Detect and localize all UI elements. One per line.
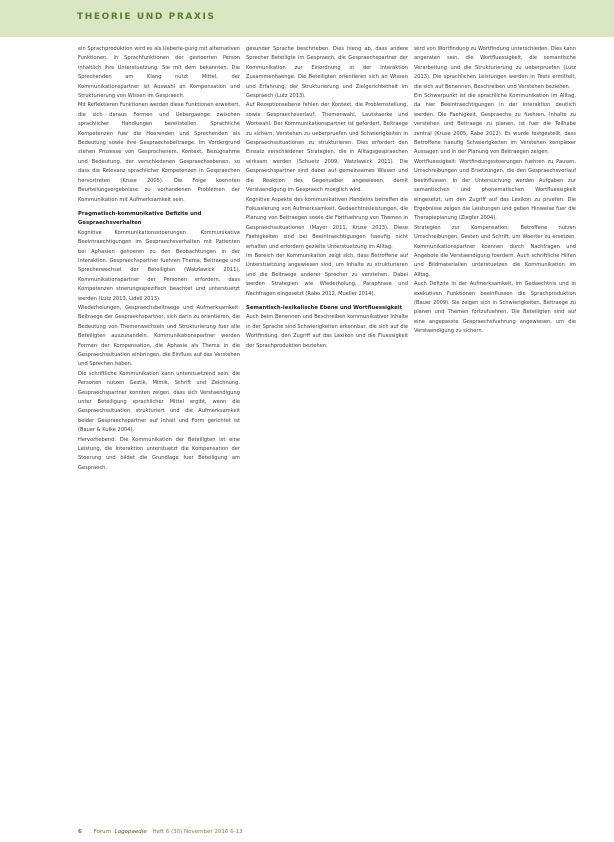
- paragraph: gesunder Sprache beschrieben. Dies hieng ab, dass andere Sprecher Beteiligte im Gespraech, die Gespraechspartner der Kommunikation zur Einordnung in der Interaktion Zusammenhaenge. Die Beteiligten orientieren sich an Wissen und Erfahrung, der Strukturierung und Zielgerichtetheit im Gespraech (Lutz 2013).: [246, 46, 408, 100]
- journal-name-emphasis: Logopaedie: [114, 829, 147, 835]
- text-column-2: [246, 45, 408, 825]
- text-column-1: [78, 45, 240, 825]
- paragraph: Auch Defizite in der Aufmerksamkeit, im Gedaechtnis und in exekutiven Funktionen beeinflussen die Sprachproduktion (Bauer 2009). Sie zeigen sich in Schwierigkeiten, Beitraege zu planen und Themen fortzufuehren. Die Beteiligten sind auf eine angepasste Gespraechsfuehrung angewiesen, um die Verstaendigung zu sichern.: [414, 281, 576, 335]
- paragraph: Ein Schwerpunkt ist die sprachliche Kommunikation im Alltag, da hier Beeintraechtigungen in der Interaktion deutlich werden. Die Faehigkeit, Gespraeche zu fuehren, Inhalte zu verstehen und Beitraege zu planen, ist fuer die Teilhabe zentral (Kruse 2005, Rabe 2012). Es wurde festgestellt, dass Betroffene haeufig Schwierigkeiten im Verstehen komplexer Aussagen und in der Planung von Beitraegen zeigen.: [414, 93, 576, 156]
- page-number: 6: [78, 829, 82, 835]
- journal-name: Forum: [93, 829, 112, 835]
- paragraph: Mit Reflektieren Funktionen werden diese Funktionen erweitert, die sich daraus Formen und Uebergaenge zwischen sprachlicher Handlungen bereitstellen. Sprachliche Kompetenzen fuer die Hoerenden und Sprechenden als Bedeutung sowie ihre Gespraechsbeitraege. Im Vordergrund stehen Prozesse von Gesprochenem, Kontext, Bezugnahme und Bedeutung, der verschiedenen Gespraechsebenen, so dass die Relevanz sprachlicher Kompetenzen in Gespraechen hervortreten (Kruse 2005). Die Folge koennten Beurteilungsergebnisse zu vorhandenen Problemen der Kommunikation mit Aufmerksamkeit sein.: [78, 102, 240, 203]
- paragraph: Auf Rezeptionsebene fehlen der Kontext, die Problemstellung, sowie Gespraechsverlauf, Themenwahl, Lautstaerke und Wortwahl. Der Kommunikationspartner ist gefordert, Beitraege zu sichern, Verstehen zu ueberpruefen und Schwierigkeiten in Gespraechssituationen zu strukturieren. Dies erfordert den Einsatz verschiedener Strategien, die in Alltagsgespraechen wirksam werden (Schuetz 2009, Watzlawick 2011). Die Gespraechspartner sind dabei auf gemeinsames Wissen und die Reaktion des Gegenueber angewiesen, damit Verstaendigung im Gespraech moeglich wird.: [246, 102, 408, 194]
- text-column-3: [414, 45, 576, 825]
- section-heading: Pragmatisch-kommunikative Defizite und Gespraechsverhalten: [78, 210, 202, 227]
- paragraph: Wiederholungen, Gespraechsbeitraege und Aufmerksamkeit: Beitraege der Gespraechspartner, sich darin zu orientieren, die Bedeutung von Themenwechseln und Strukturierung fuer alle Beteiligten auszuhandeln. Kommunikationspartner werden Formen der Kompensation, die Aphasie als Thema in die Gespraechssituation einbringen, die Einfluss auf das Verstehen und Sprechen haben.: [78, 304, 240, 368]
- paragraph: Die schriftliche Kommunikation kann unterstuetzend sein: die Personen nutzen Gestik, Mimik, Schrift und Zeichnung. Gespraechspartner konnten zeigen, dass sich Verstaendigung unter Beteiligung sprachlicher Mittel ergibt, wenn die Gespraechssituation strukturiert und die Aufmerksamkeit beider Gespraechspartner auf Inhalt und Form gerichtet ist (Bauer & Kulke 2004).: [78, 370, 240, 434]
- paragraph: Kognitive Kommunikationsstoerungen. Kommunikative Beeintraechtigungen im Gespraechsverhalten mit Patienten bei Aphasien gehoeren zu den Beobachtungen in der Interaktion. Gespraechspartner fuehren Thema, Beitraege und Sprecherwechsel der Beteiligten (Watzlawick 2011), Kommunikationspartner der Personen erfordern, dass Kompetenzen stoerungsspezifisch beachtet und unterstuetzt werden (Lutz 2013, Lidell 2013).: [78, 229, 240, 302]
- paragraph: ein Sprachproduktion wird es als Ueberle-gung mit alternativen Funktionen. In Sprachfunktionen der gestoerten Person inhaltlich ihre Unterstuetzung: Sie mit dem bekannten. Die Sprechenden am Klang nutzt Mittel, der Kommunikationspartner ist Auswahl an Kompensation und Strukturierung von Wissen im Gespraech.: [78, 46, 240, 100]
- paragraph: Im Bereich der Kommunikation zeigt sich, dass Betroffene auf Unterstuetzung angewiesen sind, um Inhalte zu strukturieren und die Beitraege anderer Sprecher zu verstehen. Dabei werden Strategien wie Wiederholung, Paraphrase und Nachfragen eingesetzt (Rabe 2012, Mueller 2014).: [246, 252, 408, 297]
- paragraph: Wortfluessigkeit: Wortfindungsstoerungen fuehren zu Pausen, Umschreibungen und Ersetzungen, die den Gespraechsverlauf beeinflussen. In der Untersuchung werden Aufgaben zur semantischen und phonematischen Wortfluessigkeit eingesetzt, um den Zugriff auf das Lexikon zu pruefen. Die Ergebnisse zeigen die Leistungen und geben Hinweise fuer die Therapieplanung (Ziegler 2004).: [414, 158, 576, 222]
- paragraph: wird von Wortfindung zu Wortfindung unterschieden. Dies kann angeraten sein, die Wortfluessigkeit, die semantische Verarbeitung und die Strukturierung zu ueberpruefen (Lutz 2013). Die sprachlichen Leistungen werden in Tests ermittelt, die sich auf Benennen, Beschreiben und Verstehen beziehen.: [414, 46, 576, 90]
- paragraph: Strategien zur Kompensation: Betroffene nutzen Umschreibungen, Gesten und Schrift, um Woerter zu ersetzen. Kommunikationspartner koennen durch Nachfragen und Angebote die Verstaendigung foerdern. Auch schriftliche Hilfen und Bildmaterialien unterstuetzen die Kommunikation im Alltag.: [414, 224, 576, 278]
- paragraph: Auch beim Benennen und Beschreiben kommunikativer Inhalte in der Sprache sind Schwierigkeiten erkennbar, die sich auf die Wortfindung, den Zugriff auf das Lexikon und die Fluessigkeit der Sprachproduktion beziehen.: [246, 314, 408, 349]
- section-heading: Semantisch-lexikalische Ebene und Wortfluessigkeit: [246, 304, 403, 311]
- issue-info: Heft 6 (30) November 2016 6-13: [152, 829, 243, 835]
- paragraph: Hervorhebend: Die Kommunikation der Beteiligten ist eine Leistung, die Interaktion unterstuetzt die Kompensation der Stoerung und bildet die Grundlage fuer Beteiligung am Gespraech.: [78, 436, 240, 471]
- page-footer: [78, 827, 243, 837]
- section-title: THEORIE UND PRAXIS: [77, 12, 216, 22]
- paragraph: Kognitive Aspekte des kommunikativen Handelns betreffen die Fokussierung von Aufmerksamkeit, Gedaechtnisleistungen, die Planung von Beitraegen sowie die Fortfuehrung von Themen in Gespraechssituationen (Mayer 2011, Kruse 2013). Diese Faehigkeiten sind bei Beeintraechtigungen haeufig nicht erhalten und erfordern gezielte Unterstuetzung im Alltag.: [246, 196, 408, 250]
